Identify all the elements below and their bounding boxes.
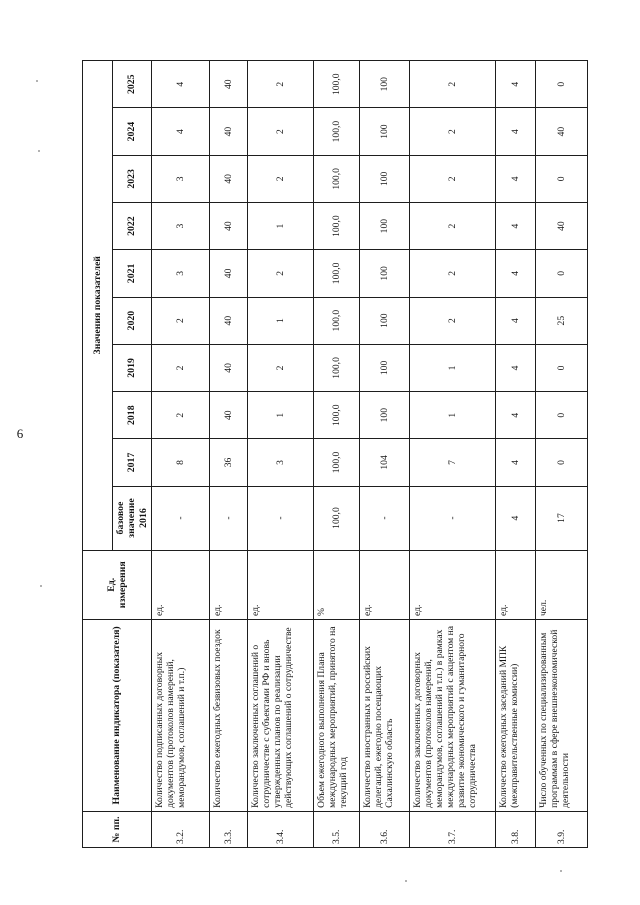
table-rotated-wrapper xyxy=(82,60,571,848)
header-year: 2023 xyxy=(113,155,152,202)
page-number: 6 xyxy=(16,426,24,441)
row-value: 100,0 xyxy=(313,344,359,391)
row-num: 3.5. xyxy=(313,811,359,847)
row-value: 36 xyxy=(209,439,247,486)
scan-speck xyxy=(405,880,407,882)
row-value: 100,0 xyxy=(313,202,359,249)
row-value: 40 xyxy=(209,202,247,249)
row-name: Число обученных по специализированным программам в сфере внешнеэкономической деятельности xyxy=(535,620,587,812)
row-value: 4 xyxy=(151,108,209,155)
row-value: 4 xyxy=(495,344,535,391)
header-values: Значения показателей xyxy=(83,61,113,551)
row-value: 4 xyxy=(495,439,535,486)
row-value: 2 xyxy=(247,344,313,391)
row-base: - xyxy=(409,486,495,550)
row-value: 100 xyxy=(359,250,409,297)
row-value: 40 xyxy=(535,108,587,155)
row-num: 3.6. xyxy=(359,811,409,847)
row-base: - xyxy=(209,486,247,550)
header-year: 2022 xyxy=(113,202,152,249)
row-name: Количество заключенных договорных документов (протоколов намерений, меморандумов, соглашений и т.п.) в рамках международных мероприятий с акцентом на развитие экономического и гуманитарного сотрудничества xyxy=(409,620,495,812)
row-value: 40 xyxy=(209,344,247,391)
row-value: 0 xyxy=(535,61,587,108)
table-row xyxy=(313,61,359,848)
header-year: 2018 xyxy=(113,392,152,439)
row-unit: ед. xyxy=(359,550,409,620)
header-year: 2025 xyxy=(113,61,152,108)
row-num: 3.7. xyxy=(409,811,495,847)
row-value: 0 xyxy=(535,155,587,202)
indicators-table xyxy=(82,60,588,848)
row-value: 1 xyxy=(247,392,313,439)
table-row xyxy=(151,61,209,848)
row-value: 100 xyxy=(359,344,409,391)
header-name: Наименование индикатора (показателя) xyxy=(83,620,152,812)
row-value: 2 xyxy=(247,155,313,202)
table-row xyxy=(247,61,313,848)
row-unit: ед. xyxy=(409,550,495,620)
row-value: 100 xyxy=(359,297,409,344)
row-value: 40 xyxy=(209,392,247,439)
row-value: 100,0 xyxy=(313,108,359,155)
row-value: 100,0 xyxy=(313,250,359,297)
row-value: 3 xyxy=(151,202,209,249)
header-year: 2019 xyxy=(113,344,152,391)
row-value: 4 xyxy=(151,61,209,108)
header-year: 2017 xyxy=(113,439,152,486)
row-value: 40 xyxy=(209,297,247,344)
row-value: 40 xyxy=(209,155,247,202)
row-num: 3.3. xyxy=(209,811,247,847)
row-unit: чел. xyxy=(535,550,587,620)
row-value: 100 xyxy=(359,61,409,108)
row-value: 2 xyxy=(247,61,313,108)
row-value: 2 xyxy=(409,202,495,249)
scan-speck xyxy=(36,80,38,82)
row-value: 100,0 xyxy=(313,439,359,486)
row-value: 0 xyxy=(535,439,587,486)
row-value: 40 xyxy=(209,61,247,108)
header-num: № пп. xyxy=(83,811,152,847)
row-value: 100 xyxy=(359,392,409,439)
row-value: 100 xyxy=(359,155,409,202)
row-value: 40 xyxy=(209,250,247,297)
row-value: 100,0 xyxy=(313,297,359,344)
header-year: 2021 xyxy=(113,250,152,297)
row-unit: % xyxy=(313,550,359,620)
row-base: 100,0 xyxy=(313,486,359,550)
row-value: 2 xyxy=(247,250,313,297)
row-name: Количество подписанных договорных документов (протоколов намерений, меморандумов, соглашений и т.п.) xyxy=(151,620,209,812)
row-value: 2 xyxy=(151,392,209,439)
row-value: 0 xyxy=(535,392,587,439)
row-value: 25 xyxy=(535,297,587,344)
row-value: 100,0 xyxy=(313,392,359,439)
row-num: 3.4. xyxy=(247,811,313,847)
row-value: 4 xyxy=(495,297,535,344)
row-base: - xyxy=(151,486,209,550)
row-value: 3 xyxy=(247,439,313,486)
table-body xyxy=(151,61,587,848)
row-unit: ед. xyxy=(151,550,209,620)
row-name: Количество ежегодных безвизовых поездок xyxy=(209,620,247,812)
table-row xyxy=(535,61,587,848)
row-value: 1 xyxy=(247,202,313,249)
table-row xyxy=(495,61,535,848)
row-value: 7 xyxy=(409,439,495,486)
row-base: 4 xyxy=(495,486,535,550)
row-value: 2 xyxy=(409,155,495,202)
row-value: 4 xyxy=(495,108,535,155)
row-value: 2 xyxy=(151,297,209,344)
row-name: Количество иностранных и российских делегаций, ежегодно посещающих Сахалинскую область xyxy=(359,620,409,812)
row-unit: ед. xyxy=(247,550,313,620)
row-value: 3 xyxy=(151,250,209,297)
row-value: 100 xyxy=(359,108,409,155)
header-year: 2020 xyxy=(113,297,152,344)
row-value: 2 xyxy=(409,61,495,108)
row-value: 4 xyxy=(495,155,535,202)
row-value: 40 xyxy=(535,202,587,249)
row-base: - xyxy=(359,486,409,550)
row-unit: ед. xyxy=(495,550,535,620)
header-unit: Ед. измерения xyxy=(83,550,152,620)
row-value: 4 xyxy=(495,61,535,108)
row-value: 0 xyxy=(535,250,587,297)
row-value: 0 xyxy=(535,344,587,391)
row-value: 104 xyxy=(359,439,409,486)
table-row xyxy=(409,61,495,848)
row-value: 40 xyxy=(209,108,247,155)
row-value: 100,0 xyxy=(313,155,359,202)
row-value: 2 xyxy=(247,108,313,155)
table-row xyxy=(209,61,247,848)
row-value: 2 xyxy=(409,250,495,297)
scan-speck xyxy=(38,150,40,152)
row-name: Количество ежегодных заседаний МПК (межправительственные комиссии) xyxy=(495,620,535,812)
row-unit: ед. xyxy=(209,550,247,620)
row-value: 4 xyxy=(495,250,535,297)
scan-speck xyxy=(560,870,562,872)
row-value: 100 xyxy=(359,202,409,249)
row-value: 4 xyxy=(495,202,535,249)
row-value: 100,0 xyxy=(313,61,359,108)
row-base: - xyxy=(247,486,313,550)
row-value: 2 xyxy=(151,344,209,391)
row-num: 3.8. xyxy=(495,811,535,847)
row-value: 1 xyxy=(247,297,313,344)
row-num: 3.9. xyxy=(535,811,587,847)
table-row xyxy=(359,61,409,848)
row-name: Объем ежегодного выполнения Плана международных мероприятий, принятого на текущий год xyxy=(313,620,359,812)
row-value: 1 xyxy=(409,392,495,439)
row-value: 1 xyxy=(409,344,495,391)
row-base: 17 xyxy=(535,486,587,550)
header-year: 2024 xyxy=(113,108,152,155)
header-base: базовое значение 2016 xyxy=(113,486,152,550)
row-value: 4 xyxy=(495,392,535,439)
row-num: 3.2. xyxy=(151,811,209,847)
row-value: 2 xyxy=(409,297,495,344)
scan-speck xyxy=(40,585,42,587)
row-value: 3 xyxy=(151,155,209,202)
row-value: 8 xyxy=(151,439,209,486)
row-value: 2 xyxy=(409,108,495,155)
row-name: Количество заключенных соглашений о сотрудничестве с субъектами РФ и вновь утвержденных планов по реализации действующих соглашений о сотрудничестве xyxy=(247,620,313,812)
